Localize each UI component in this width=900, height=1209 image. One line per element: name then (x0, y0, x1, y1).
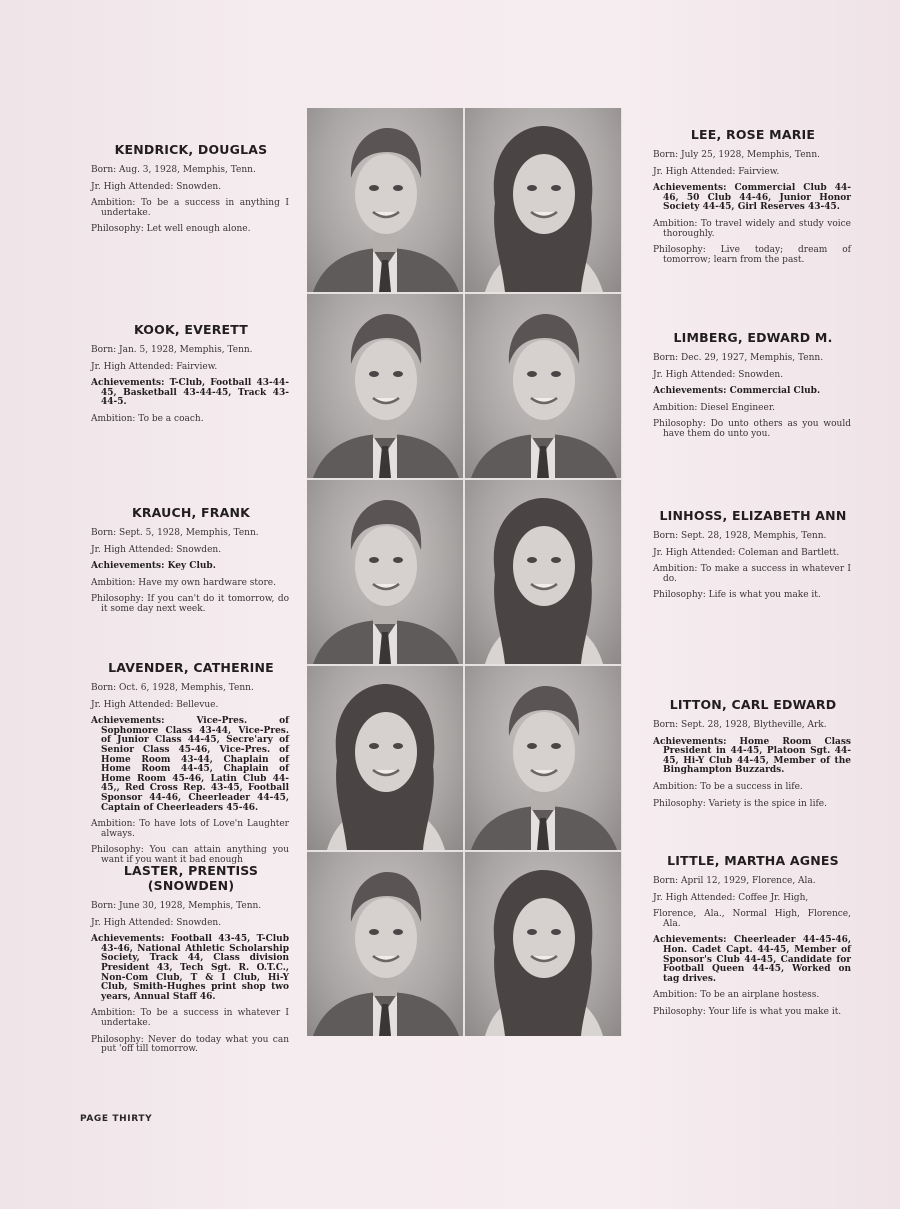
entry-line: Achievements: Commercial Club. (653, 386, 821, 397)
entry-line: Ambition: To be an airplane hostess. (653, 990, 820, 1001)
entry-line: Jr. High Attended: Snowden. (91, 544, 222, 555)
entry-line: Jr. High Attended: Fairview. (91, 361, 218, 372)
portrait-lee-rose-marie (465, 108, 621, 292)
entry-laster (91, 863, 291, 1062)
entry-line: Born: June 30, 1928, Memphis, Tenn. (91, 901, 262, 911)
student-name: LASTER, PRENTISS (SNOWDEN) (123, 863, 259, 893)
entry-line: Jr. High Attended: Fairview. (653, 166, 780, 177)
entry-line: Philosophy: Your life is what you make it. (653, 1006, 842, 1017)
entry-lavender (91, 660, 291, 873)
student-name: KOOK, EVERETT (133, 322, 249, 337)
entry-line: Ambition: To be a success in anything I undertake. (91, 198, 289, 218)
entry-krauch (91, 505, 291, 622)
entry-lee (653, 127, 853, 272)
entry-line: Ambition: To be a success in whatever I undertake. (91, 1008, 289, 1028)
student-name: LITTON, CARL EDWARD (669, 697, 837, 712)
student-name: LAVENDER, CATHERINE (108, 660, 274, 675)
portrait-lavender-catherine (307, 666, 463, 850)
entry-line: Jr. High Attended: Coffee Jr. High, (653, 892, 809, 903)
page-number: PAGE THIRTY (80, 1114, 153, 1124)
entry-line: Philosophy: Live today; dream of tomorrow; learn from the past. (653, 245, 851, 265)
portrait-kendrick-douglas (307, 108, 463, 292)
entry-line: Ambition: Have my own hardware store. (91, 577, 276, 588)
entry-line: Ambition: To be a coach. (91, 413, 204, 424)
entry-line: Philosophy: Never do today what you can put 'off till tomorrow. (91, 1034, 289, 1055)
entry-line: Jr. High Attended: Snowden. (91, 917, 222, 928)
entry-line: Born: Dec. 29, 1927, Memphis, Tenn. (653, 353, 824, 363)
entry-line: Achievements: Cheerleader 44-45-46, Hon. Cadet Capt. 44-45, Member of Sponsor's Club 44-45, Candidate for Football Queen 44-45, Worked on tag drives. (653, 935, 851, 984)
student-name: LEE, ROSE MARIE (690, 127, 816, 142)
entry-line: Achievements: Football 43-45, T-Club 43-46, National Athletic Scholarship Society, Track 44, Class division President 43, Tech Sgt. R. O.T.C., Non-Com Club, T & I Club, Hi-Y Club, Smith-Hughes print shop two years, Annual Staff 46. (91, 934, 289, 1002)
student-name: KRAUCH, FRANK (131, 505, 251, 520)
entry-line: Jr. High Attended: Bellevue. (91, 699, 219, 710)
entry-line: Ambition: To make a success in whatever I do. (653, 564, 851, 584)
entry-line: Born: Sept. 28, 1928, Blytheville, Ark. (653, 720, 827, 730)
entry-line: Florence, Ala., Normal High, Florence, Ala. (653, 909, 851, 929)
entry-litton (653, 697, 853, 816)
student-name: LITTLE, MARTHA AGNES (667, 853, 839, 868)
portrait-kook-everett (307, 294, 463, 478)
entry-line: Ambition: To have lots of Love'n Laughter always. (91, 819, 289, 839)
portrait-linhoss-elizabeth (465, 480, 621, 664)
entry-line: Born: Aug. 3, 1928, Memphis, Tenn. (91, 165, 256, 175)
student-name: KENDRICK, DOUGLAS (114, 142, 268, 157)
entry-line: Philosophy: Life is what you make it. (653, 590, 821, 601)
entry-line: Philosophy: Let well enough alone. (91, 224, 251, 235)
entry-kook (91, 322, 291, 432)
entry-line: Born: Oct. 6, 1928, Memphis, Tenn. (91, 683, 254, 693)
student-name: LIMBERG, EDWARD M. (673, 330, 833, 345)
entry-line: Achievements: Home Room Class President in 44-45, Platoon Sgt. 44-45, Hi-Y Club 44-45, Member of the Binghampton Buzzards. (653, 736, 851, 776)
entry-line: Philosophy: You can attain anything you want if you want it bad enough (91, 845, 289, 865)
entry-line: Jr. High Attended: Snowden. (653, 369, 784, 380)
entry-limberg (653, 330, 853, 447)
entry-line: Jr. High Attended: Coleman and Bartlett. (653, 547, 840, 558)
portrait-laster-prentiss (307, 852, 463, 1036)
entry-linhoss (653, 508, 853, 608)
entry-line: Ambition: Diesel Engineer. (653, 402, 776, 413)
entry-line: Born: Jan. 5, 1928, Memphis, Tenn. (91, 345, 253, 355)
entry-line: Achievements: T-Club, Football 43-44-45, Basketball 43-44-45, Track 43-44-5. (91, 378, 289, 408)
entry-line: Jr. High Attended: Snowden. (91, 181, 222, 192)
entry-line: Born: Sept. 5, 1928, Memphis, Tenn. (91, 528, 259, 538)
entry-line: Born: April 12, 1929, Florence, Ala. (653, 876, 816, 886)
entry-line: Philosophy: If you can't do it tomorrow, do it some day next week. (91, 594, 289, 614)
entry-line: Achievements: Commercial Club 44-46, 50 Club 44-46, Junior Honor Society 44-45, Girl Reserves 43-45. (653, 183, 851, 213)
entry-line: Philosophy: Variety is the spice in life. (653, 798, 827, 809)
entry-line: Achievements: Key Club. (91, 561, 216, 572)
entry-line: Ambition: To be a success in life. (653, 781, 803, 792)
portrait-grid (307, 108, 622, 1036)
portrait-krauch-frank (307, 480, 463, 664)
entry-line: Born: July 25, 1928, Memphis, Tenn. (653, 150, 820, 160)
portrait-limberg-edward (465, 294, 621, 478)
portrait-litton-carl (465, 666, 621, 850)
entry-line: Born: Sept. 28, 1928, Memphis, Tenn. (653, 531, 827, 541)
entry-little (653, 853, 853, 1025)
entry-line: Achievements: Vice-Pres. of Sophomore Class 43-44, Vice-Pres. of Junior Class 44-45, Secre'ary of Senior Class 45-46, Vice-Pres. of Home Room 43-44, Chaplain of Home Room 44-45, Chaplain of Home Room 45-46, Latin Club 44-45,, Red Cross Rep. 43-45, Football Sponsor 44-46, Cheerleader 44-45, Captain of Cheerleaders 45-46. (91, 716, 289, 813)
entry-line: Philosophy: Do unto others as you would have them do unto you. (653, 419, 851, 439)
portrait-little-martha (465, 852, 621, 1036)
entry-kendrick (91, 142, 291, 242)
student-name: LINHOSS, ELIZABETH ANN (659, 508, 847, 523)
entry-line: Ambition: To travel widely and study voice thoroughly. (653, 218, 851, 239)
